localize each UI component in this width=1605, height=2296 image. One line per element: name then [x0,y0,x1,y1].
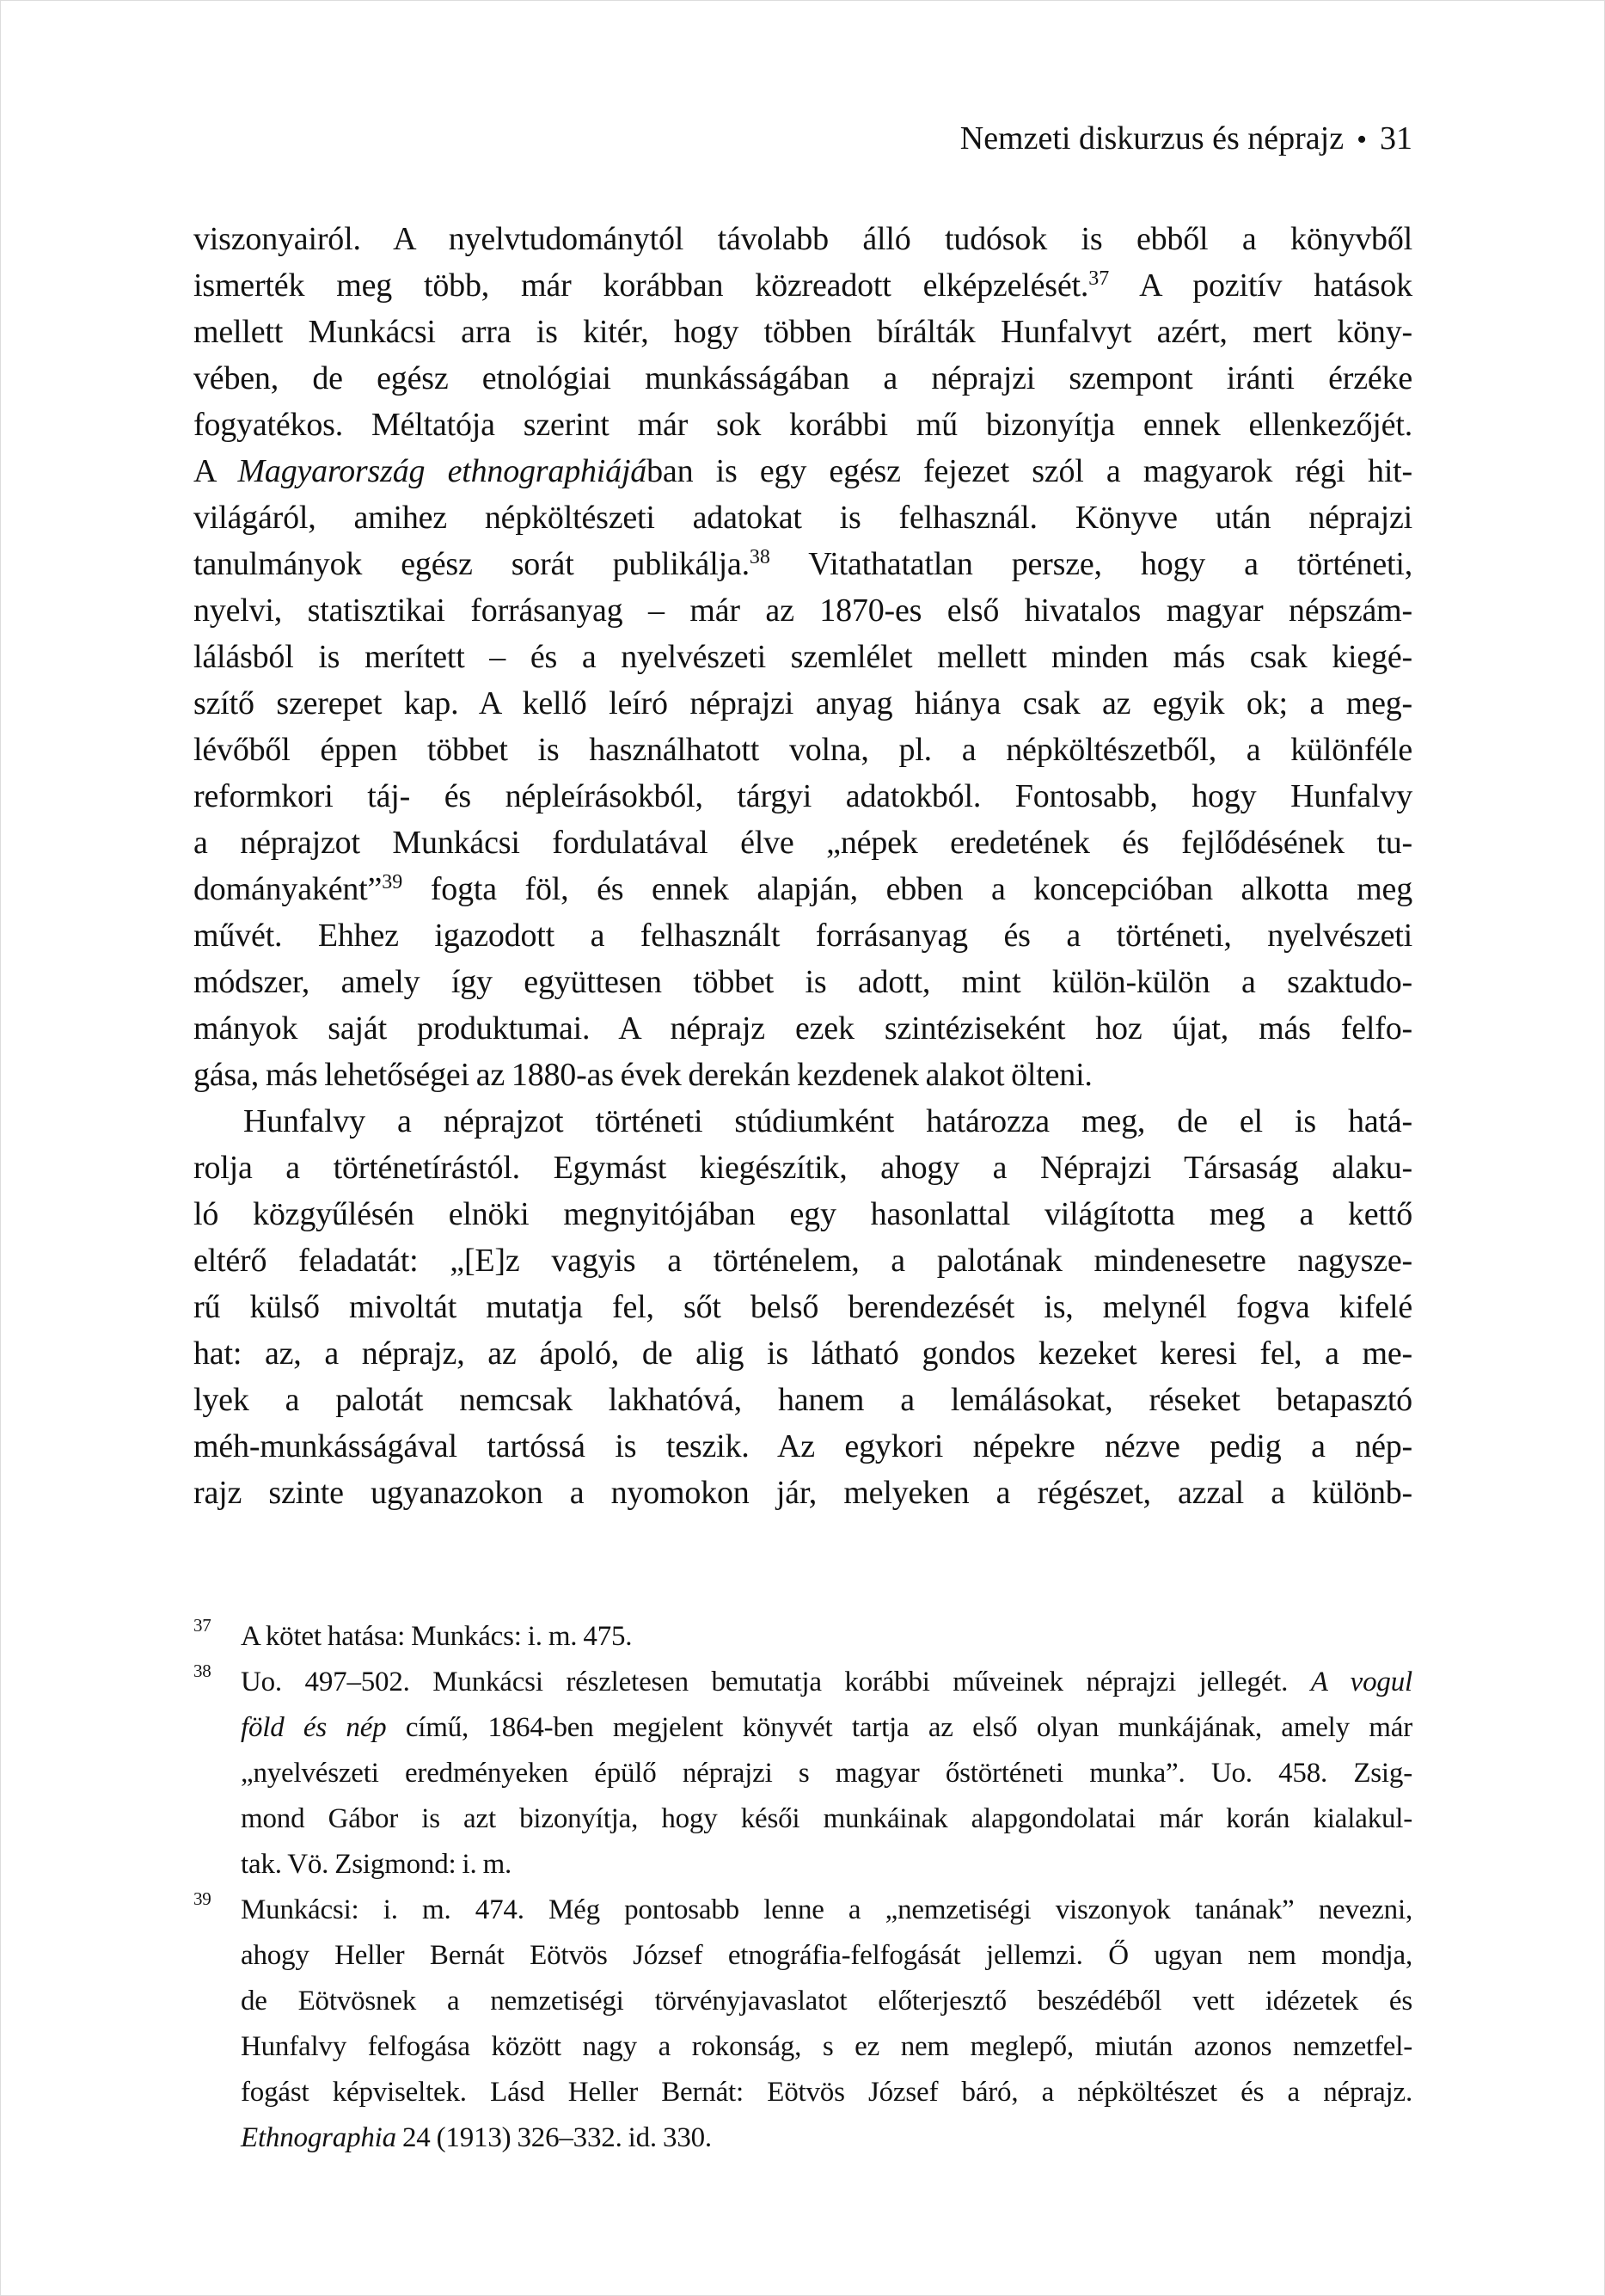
text-line: eltérő feladatát: „[E]z vagyis a történelem, a palotának mindenesetre nagysze- [193,1243,1412,1279]
footnote [193,1888,1412,2161]
text-line: gása, más lehetőségei az 1880-as évek derekán kezdenek alakot ölteni. [193,1057,1093,1093]
footnotes-section [193,1614,1412,2161]
text-line: mond Gábor is azt bizonyítja, hogy késői munkáinak alapgondolatai már korán kialakul- [241,1803,1412,1834]
text-line: A kötet hatása: Munkács: i. m. 475. [241,1621,633,1652]
text-line: de Eötvösnek a nemzetiségi törvényjavaslatot előterjesztő beszédéből vett idézetek és [241,1986,1412,2017]
text-line: A Magyarország ethnographiájában is egy egész fejezet szól a magyarok régi hit- [193,453,1412,489]
text-line: nyelvi, statisztikai forrásanyag – már az 1870-es első hivatalos magyar népszám- [193,592,1412,629]
text-line: Hunfalvy felfogása között nagy a rokonság, s ez nem meglepő, miután azonos nemzetfel- [241,2031,1412,2062]
footnote-ref: 37 [1088,267,1110,290]
text-line: rajz szinte ugyanazokon a nyomokon jár, melyeken a régészet, azzal a különb- [193,1475,1412,1511]
text-line: rolja a történetírástól. Egymást kiegészítik, ahogy a Néprajzi Társaság alaku- [193,1150,1412,1186]
text-line: rű külső mivoltát mutatja fel, sőt belső berendezését is, melynél fogva kifelé [193,1289,1412,1325]
text-line: lálásból is merített – és a nyelvészeti szemlélet mellett minden más csak kiegé- [193,639,1412,675]
footnote [193,1660,1412,1888]
text-line: a néprajzot Munkácsi fordulatával élve „népek eredetének és fejlődésének tu- [193,825,1412,861]
italic-text: A vogul [1310,1667,1412,1697]
text-line: tanulmányok egész sorát publikálja.$^{38}$ Vitathatatlan persze, hogy a történeti, [193,545,1413,582]
text-line: világáról, amihez népköltészeti adatokat is felhasznál. Könyve után néprajzi [193,500,1412,536]
page-header [193,122,1412,155]
text-line: méh-munkásságával tartóssá is teszik. Az egykori népekre nézve pedig a nép- [193,1428,1412,1464]
footnote-ref: 38 [749,545,770,568]
text-line: vében, de egész etnológiai munkásságában a néprajzi szempont iránti érzéke [193,360,1412,396]
italic-text: Magyarország ethnographiájá [237,453,647,489]
text-line: „nyelvészeti eredményeken épülő néprajzi s magyar őstörténeti munka”. Uo. 458. Zsig- [241,1758,1412,1789]
text-line: szítő szerepet kap. A kellő leíró néprajzi anyag hiánya csak az egyik ok; a meg- [193,685,1412,721]
text-line: ismerték meg több, már korábban közreadott elképzelését.$^{37}$ A pozitív hatások [193,267,1412,304]
text-line: föld és nép című, 1864-ben megjelent könyvét tartja az első olyan munkájának, amely már [241,1712,1412,1743]
text-line: Uo. 497–502. Munkácsi részletesen bemutatja korábbi műveinek néprajzi jellegét. A vogul [241,1667,1412,1697]
text-line: hat: az, a néprajz, az ápoló, de alig is látható gondos kezeket keresi fel, a me- [193,1335,1412,1372]
italic-text: föld és nép [241,1712,387,1743]
text-line: Munkácsi: i. m. 474. Még pontosabb lenne a „nemzetiségi viszonyok tanának” nevezni, [241,1894,1412,1925]
text-line: ló közgyűlésén elnöki megnyitójában egy hasonlattal világította meg a kettő [193,1196,1412,1232]
header-bullet: • [1357,124,1367,156]
text-line: reformkori táj- és népleírásokból, tárgyi adatokból. Fontosabb, hogy Hunfalvy [193,778,1412,814]
text-line: Ethnographia 24 (1913) 326–332. id. 330. [241,2122,712,2153]
text-line: lyek a palotát nemcsak lakhatóvá, hanem a lemálásokat, réseket betapasztó [193,1382,1412,1418]
text-line: módszer, amely így együttesen többet is adott, mint külön-külön a szaktudo- [193,964,1412,1000]
running-title: Nemzeti diskurzus és néprajz [959,120,1345,157]
paragraph [193,1098,1412,1516]
text-line: mellett Munkácsi arra is kitér, hogy többen bírálták Hunfalvyt azért, mert köny- [193,314,1412,350]
text-line: fogyatékos. Méltatója szerint már sok korábbi mű bizonyítja ennek ellenkezőjét. [193,407,1412,443]
footnote-number: 37 [193,1615,211,1636]
text-line: fogást képviseltek. Lásd Heller Bernát: Eötvös József báró, a népköltészet és a néprajz. [241,2077,1412,2108]
footnote-number: 39 [193,1888,211,1909]
paragraph [193,216,1412,1098]
page-number: 31 [1380,120,1412,157]
text-line: mányok saját produktumai. A néprajz ezek szintéziseként hoz újat, más felfo- [193,1010,1412,1047]
footnote-number: 38 [193,1661,211,1681]
text-line: viszonyairól. A nyelvtudománytól távolabb álló tudósok is ebből a könyvből [193,221,1412,257]
text-line: lévőből éppen többet is használhatott volna, pl. a népköltészetből, a különféle [193,732,1412,768]
text-line: dományaként”$^{39}$ fogta föl, és ennek alapján, ebben a koncepcióban alkotta meg [193,870,1412,907]
text-line: tak. Vö. Zsigmond: i. m. [241,1849,512,1880]
footnote [193,1614,1412,1660]
body-text [193,216,1412,1516]
text-line: Hunfalvy a néprajzot történeti stúdiumként határozza meg, de el is hatá- [243,1103,1412,1139]
text-line: művét. Ehhez igazodott a felhasznált forrásanyag és a történeti, nyelvészeti [193,918,1412,954]
footnote-ref: 39 [382,870,403,893]
italic-text: Ethnographia [241,2122,396,2153]
text-line: ahogy Heller Bernát Eötvös József etnográfia-felfogását jellemzi. Ő ugyan nem mondja, [241,1940,1412,1971]
